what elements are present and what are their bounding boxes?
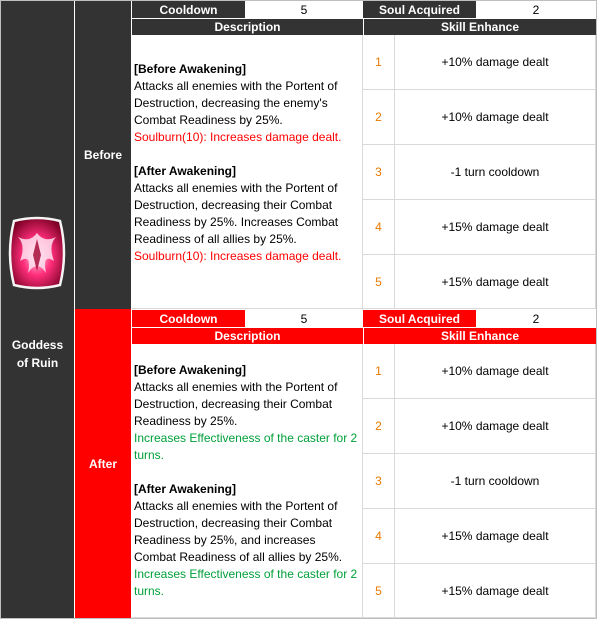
- skill-column: [0, 0, 75, 619]
- after-post-title: [After Awakening]: [134, 482, 237, 496]
- after-enhance-level-1: 1: [363, 344, 395, 399]
- before-description-header: Description: [132, 18, 363, 35]
- version-before-label: Before: [75, 0, 132, 309]
- after-enhance-effect-5: +15% damage dealt: [395, 564, 596, 618]
- after-description: [132, 344, 363, 618]
- after-enhance-effect-4: +15% damage dealt: [395, 509, 596, 564]
- before-enhance-level-4: 4: [363, 200, 395, 255]
- after-enhance-level-2: 2: [363, 399, 395, 454]
- after-enhance-level-5: 5: [363, 564, 395, 618]
- after-enhance-effect-1: +10% damage dealt: [395, 344, 596, 399]
- skill-name-line2: of Ruin: [16, 356, 59, 370]
- after-post-text: [134, 498, 360, 600]
- after-pre-green: Increases Effectiveness of the caster for 2 turns.: [134, 431, 358, 462]
- skill-icon: [6, 215, 68, 291]
- version-after-label: After: [75, 309, 132, 619]
- after-enhance-level-3: 3: [363, 454, 395, 509]
- after-post-text-main: Attacks all enemies with the Portent of Destruction, decreasing their Combat Readiness by 25%, and increases Combat Readiness of all allies by 25%.: [134, 499, 343, 564]
- before-enhance-effect-4: +15% damage dealt: [395, 200, 596, 255]
- before-enhance-level-1: 1: [363, 35, 395, 90]
- after-pre-text: Attacks all enemies with the Portent of Destruction, decreasing their Combat Readiness by 25%.: [134, 380, 338, 428]
- before-pre-title: [Before Awakening]: [134, 62, 247, 76]
- before-pre-text: Attacks all enemies with the Portent of Destruction, decreasing the enemy's Combat Readiness by 25%.: [134, 79, 338, 127]
- after-cooldown-value: 5: [245, 310, 363, 327]
- before-soul-label: Soul Acquired: [363, 1, 476, 18]
- before-cooldown-value: 5: [245, 1, 363, 18]
- before-post-text: Attacks all enemies with the Portent of Destruction, decreasing their Combat Readiness by 25%. Increases Combat Readiness of all allies by 25%.: [134, 181, 339, 246]
- after-post-green: Increases Effectiveness of the caster for 2 turns.: [134, 567, 358, 598]
- before-enhance-effect-5: +15% damage dealt: [395, 255, 596, 309]
- before-description: [132, 35, 363, 309]
- after-description-header: Description: [132, 327, 363, 344]
- before-soul-value: 2: [476, 1, 596, 18]
- before-enhance-effect-2: +10% damage dealt: [395, 90, 596, 145]
- before-cooldown-label: Cooldown: [132, 1, 245, 18]
- before-enhance-level-5: 5: [363, 255, 395, 309]
- before-enhance-effect-3: -1 turn cooldown: [395, 145, 596, 200]
- skill-name: [0, 336, 75, 372]
- skill-name-line1: Goddess: [11, 338, 64, 352]
- after-enhance-level-4: 4: [363, 509, 395, 564]
- after-soul-value: 2: [476, 310, 596, 327]
- after-cooldown-label: Cooldown: [132, 310, 245, 327]
- after-enhance-header: Skill Enhance: [363, 327, 596, 344]
- after-enhance-effect-3: -1 turn cooldown: [395, 454, 596, 509]
- before-post-title: [After Awakening]: [134, 164, 237, 178]
- before-enhance-level-2: 2: [363, 90, 395, 145]
- before-enhance-effect-1: +10% damage dealt: [395, 35, 596, 90]
- before-post-soulburn: Soulburn(10): Increases damage dealt.: [134, 249, 342, 263]
- before-enhance-level-3: 3: [363, 145, 395, 200]
- before-enhance-header: Skill Enhance: [363, 18, 596, 35]
- after-pre-title: [Before Awakening]: [134, 363, 247, 377]
- before-pre-soulburn: Soulburn(10): Increases damage dealt.: [134, 130, 342, 144]
- after-enhance-effect-2: +10% damage dealt: [395, 399, 596, 454]
- after-soul-label: Soul Acquired: [363, 310, 476, 327]
